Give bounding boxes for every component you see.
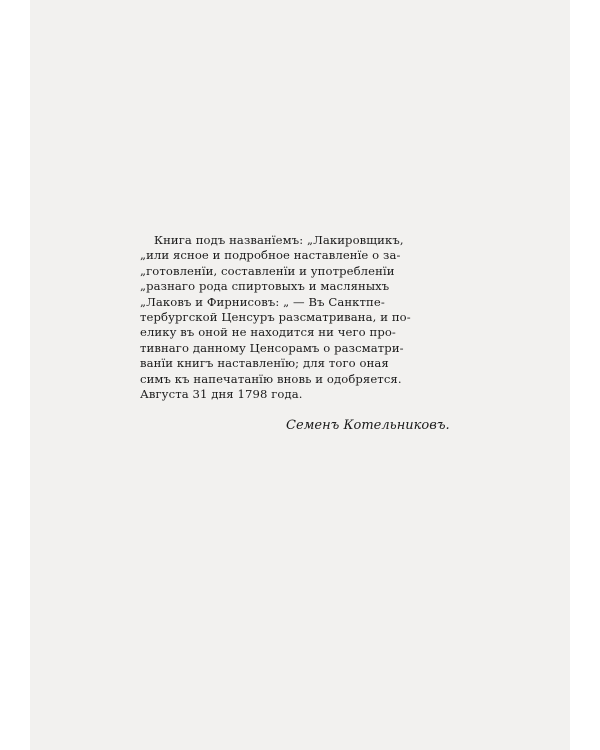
text-line: елику въ оной не находится ни чего про- [140, 325, 396, 340]
censor-approval-text [140, 233, 470, 402]
text-line: ванїи книгъ наставленїю; для того оная [140, 356, 389, 371]
text-line: „готовленїи, составленїи и употребленїи [140, 263, 395, 278]
text-line: „или ясное и подробное наставленїе о за- [140, 248, 401, 263]
text-line: Книга подъ названїемъ: „Лакировщикъ, [154, 233, 404, 247]
text-line: Августа 31 дня 1798 года. [140, 387, 303, 402]
text-line: „разнаго рода спиртовыхъ и масляныхъ [140, 279, 390, 294]
text-line: тербургской Ценсуръ разсматривана, и по- [140, 310, 411, 325]
censor-signature: Семенъ Котельниковъ. [286, 418, 450, 433]
text-line: тивнаго данному Ценсорамъ о разсматри- [140, 340, 404, 355]
text-line: „Лаковъ и Фирнисовъ: „ — Въ Санктпе- [140, 294, 385, 309]
text-line: симъ къ напечатанїю вновь и одобряется. [140, 371, 402, 386]
